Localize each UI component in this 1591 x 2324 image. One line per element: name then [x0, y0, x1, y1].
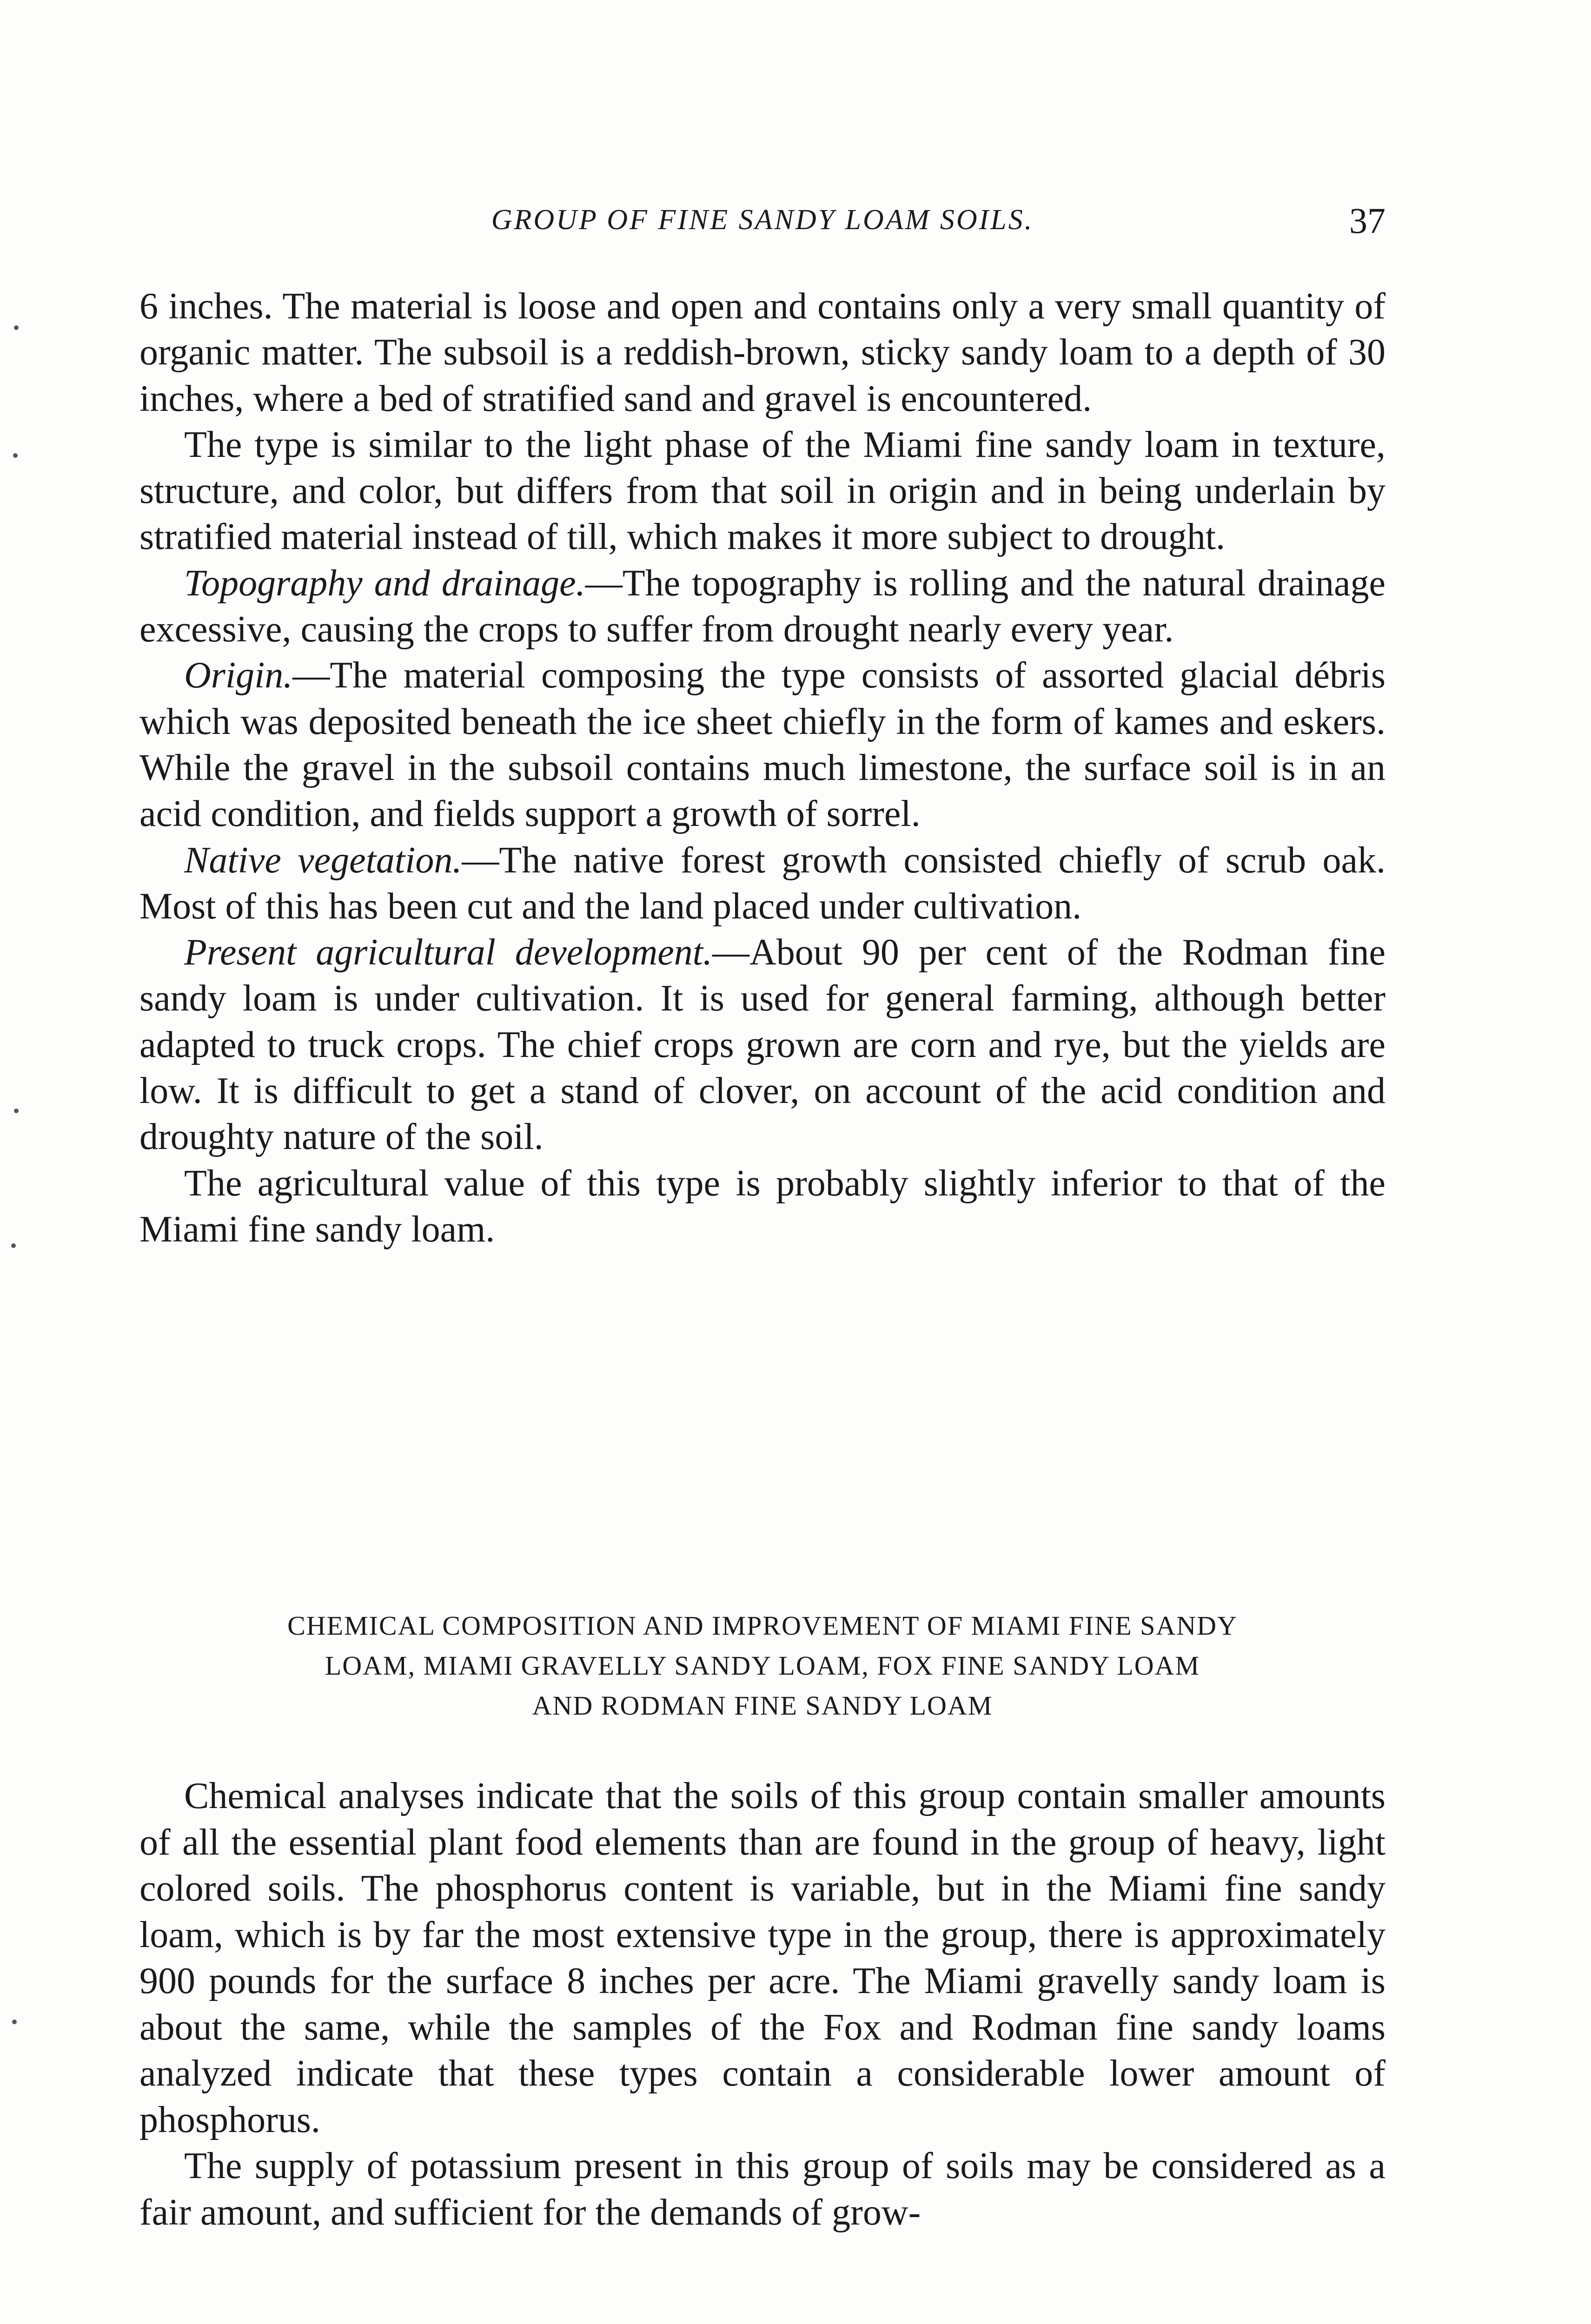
section-heading	[139, 1606, 1385, 1726]
paragraph-text: The supply of potassium present in this group of soils may be considered as a fair amount, and sufficient for the demands of grow-	[139, 2146, 1385, 2233]
paragraph-topography	[139, 561, 1385, 653]
section-heading-line: CHEMICAL COMPOSITION AND IMPROVEMENT OF MIAMI FINE SANDY	[287, 1611, 1238, 1641]
soil-description-text	[139, 284, 1385, 1253]
paragraph-chemical-analyses	[139, 1773, 1385, 2143]
paragraph-vegetation	[139, 838, 1385, 930]
paragraph-text: —About 90 per cent of the Rodman fine sandy loam is under cultivation. It is used for general farming, although better adapted to truck crops. The chief crops grown are corn and rye, but the yields are low. It is difficult to get a stand of clover, on account of the acid condition and droughty nature of the soil.	[139, 932, 1386, 1158]
paragraph-text: 6 inches. The material is loose and open and contains only a very small quantity of organic matter. The subsoil is a reddish-brown, sticky sandy loam to a depth of 30 inches, where a bed of stratified sand and gravel is encountered.	[139, 286, 1385, 419]
subheading-origin: Origin.	[184, 655, 293, 696]
scan-speck	[14, 1109, 19, 1113]
scan-speck	[14, 325, 19, 330]
running-head-title: GROUP OF FINE SANDY LOAM SOILS.	[491, 204, 1034, 236]
paragraph-text: The agricultural value of this type is probably slightly inferior to that of the Miami fine sandy loam.	[139, 1162, 1385, 1250]
page-number: 37	[1349, 200, 1385, 241]
subheading-topography: Topography and drainage.	[184, 562, 585, 604]
subheading-vegetation: Native vegetation.	[184, 839, 462, 881]
section-heading-line: AND RODMAN FINE SANDY LOAM	[532, 1690, 993, 1721]
running-head	[139, 200, 1385, 242]
chemical-composition-text	[139, 1773, 1385, 2236]
subheading-agriculture: Present agricultural development.	[184, 932, 712, 973]
paragraph-text: The type is similar to the light phase of the Miami fine sandy loam in texture, structure, and color, but differs from that soil in origin and in being underlain by stratified material instead of till, which makes it more subject to drought.	[139, 424, 1385, 558]
paragraph-text: —The material composing the type consists of assorted glacial débris which was deposited beneath the ice sheet chiefly in the form of kames and eskers. While the gravel in the subsoil contains much limestone, the surface soil is in an acid condition, and fields support a growth of sorrel.	[139, 655, 1385, 835]
paragraph-text: —The topography is rolling and the natural drainage excessive, causing the crops to suffer from drought nearly every year.	[139, 562, 1386, 650]
scan-speck	[12, 2020, 17, 2024]
section-heading-line: LOAM, MIAMI GRAVELLY SANDY LOAM, FOX FINE SANDY LOAM	[325, 1651, 1200, 1681]
paragraph-text: —The native forest growth consisted chiefly of scrub oak. Most of this has been cut and the land placed under cultivation.	[139, 839, 1386, 927]
paragraph-text: Chemical analyses indicate that the soils of this group contain smaller amounts of all the essential plant food elements than are found in the group of heavy, light colored soils. The phosphorus content is variable, but in the Miami fine sandy loam, which is by far the most extensive type in the group, there is approximately 900 pounds for the surface 8 inches per acre. The Miami gravelly sandy loam is about the same, while the samples of the Fox and Rodman fine sandy loams analyzed indicate that these types contain a considerable lower amount of phosphorus.	[139, 1776, 1385, 2140]
paragraph-continued	[139, 284, 1385, 422]
paragraph-potassium	[139, 2143, 1385, 2236]
paragraph-value	[139, 1161, 1385, 1253]
paragraph-agriculture	[139, 930, 1385, 1160]
scan-speck	[11, 1243, 16, 1248]
paragraph-comparison	[139, 422, 1385, 561]
paragraph-origin	[139, 653, 1385, 837]
scan-speck	[13, 453, 18, 458]
